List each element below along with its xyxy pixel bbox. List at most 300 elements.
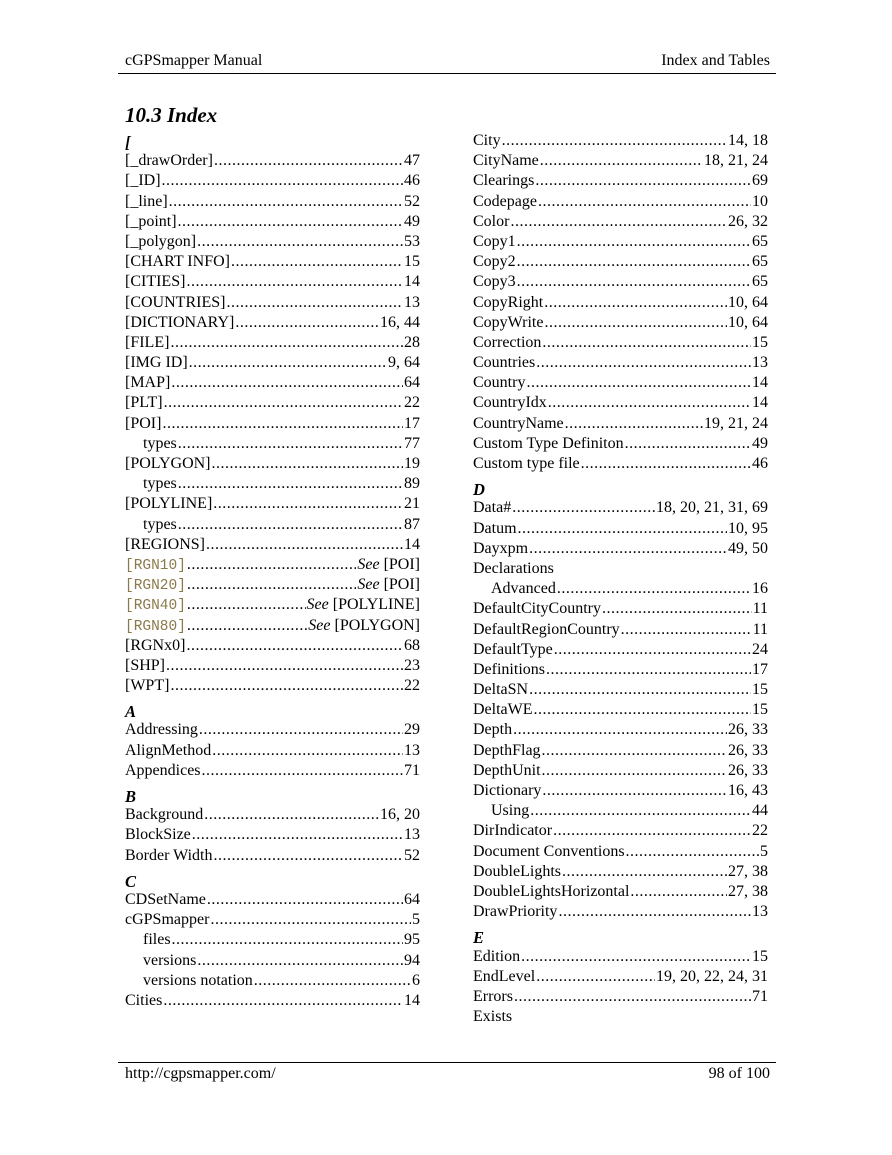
index-term: [REGIONS] bbox=[125, 535, 205, 553]
dot-leader bbox=[197, 232, 403, 252]
dot-leader bbox=[517, 232, 751, 252]
index-term: [_polygon] bbox=[125, 232, 197, 250]
dot-leader bbox=[542, 761, 727, 781]
see-label: See bbox=[306, 596, 329, 614]
index-page-numbers: 10, 64 bbox=[728, 293, 768, 311]
index-term: City bbox=[473, 132, 501, 149]
index-entry bbox=[473, 498, 768, 518]
index-entry bbox=[473, 151, 768, 171]
index-subentry bbox=[125, 971, 420, 991]
index-page-numbers: 29 bbox=[404, 721, 420, 739]
dot-leader bbox=[521, 947, 751, 967]
index-term: Copy3 bbox=[473, 273, 516, 291]
dot-leader bbox=[254, 971, 411, 991]
dot-leader bbox=[536, 967, 655, 987]
dot-leader bbox=[170, 333, 403, 353]
index-entry bbox=[125, 212, 420, 232]
dot-leader bbox=[187, 555, 356, 575]
index-letter-heading: D bbox=[473, 480, 485, 500]
index-term: [SHP] bbox=[125, 656, 166, 674]
index-page-numbers: 64 bbox=[404, 374, 420, 392]
index-page-numbers: 26, 32 bbox=[728, 212, 768, 230]
dot-leader bbox=[189, 353, 387, 373]
index-entry bbox=[473, 967, 768, 987]
index-entry bbox=[473, 171, 768, 191]
index-entry bbox=[125, 616, 420, 636]
index-entry bbox=[125, 575, 420, 595]
dot-leader bbox=[553, 821, 751, 841]
dot-leader bbox=[546, 660, 751, 680]
index-entry bbox=[473, 559, 768, 579]
index-page-numbers: 89 bbox=[404, 475, 420, 493]
index-term: types bbox=[143, 475, 177, 493]
dot-leader bbox=[166, 656, 403, 676]
index-page-numbers: 95 bbox=[404, 931, 420, 949]
dot-leader bbox=[199, 720, 403, 740]
index-term: CopyWrite bbox=[473, 313, 544, 331]
index-entry bbox=[473, 353, 768, 373]
dot-leader bbox=[210, 910, 411, 930]
index-entry bbox=[125, 171, 420, 191]
index-term: Background bbox=[125, 806, 204, 824]
dot-leader bbox=[231, 252, 403, 272]
dot-leader bbox=[602, 599, 752, 619]
index-entry bbox=[473, 842, 768, 862]
index-term: DoubleLights bbox=[473, 862, 561, 880]
index-term: Errors bbox=[473, 987, 513, 1005]
index-entry bbox=[125, 373, 420, 393]
index-term: DefaultCityCountry bbox=[473, 600, 601, 618]
dot-leader bbox=[214, 151, 403, 171]
index-term: EndLevel bbox=[473, 967, 536, 985]
index-page-numbers: 22 bbox=[404, 677, 420, 695]
index-term: DefaultType bbox=[473, 640, 553, 658]
index-entry bbox=[125, 293, 420, 313]
index-entry bbox=[473, 519, 768, 539]
index-term: CityName bbox=[473, 152, 539, 170]
section-title: 10.3 Index bbox=[125, 103, 218, 127]
dot-leader bbox=[178, 515, 403, 535]
index-term: DepthFlag bbox=[473, 741, 541, 759]
index-entry bbox=[473, 252, 768, 272]
index-term: Depth bbox=[473, 721, 513, 739]
dot-leader bbox=[512, 498, 655, 518]
dot-leader bbox=[206, 535, 403, 555]
index-entry bbox=[125, 414, 420, 434]
index-term: [MAP] bbox=[125, 374, 171, 392]
dot-leader bbox=[536, 353, 751, 373]
index-entry bbox=[473, 293, 768, 313]
index-term: [POLYLINE] bbox=[125, 495, 213, 513]
dot-leader bbox=[540, 151, 703, 171]
index-page-numbers: 49, 50 bbox=[728, 539, 768, 557]
index-term: Using bbox=[491, 802, 530, 820]
index-page-numbers: 23 bbox=[404, 656, 420, 674]
see-target: [POLYLINE] bbox=[332, 596, 420, 614]
index-page-numbers: 14 bbox=[404, 535, 420, 553]
footer-page-number: 98 of 100 bbox=[708, 1065, 770, 1082]
index-page-numbers: 16 bbox=[752, 580, 768, 598]
dot-leader bbox=[162, 171, 403, 191]
footer-url: http://cgpsmapper.com/ bbox=[125, 1065, 276, 1082]
index-page-numbers: 14 bbox=[404, 273, 420, 291]
index-entry bbox=[473, 373, 768, 393]
index-term: [CHART INFO] bbox=[125, 253, 230, 271]
index-page-numbers: 19, 21, 24 bbox=[704, 414, 768, 432]
index-term: Custom type file bbox=[473, 455, 580, 472]
index-term: CountryName bbox=[473, 414, 564, 432]
index-entry bbox=[473, 781, 768, 801]
index-column-left bbox=[125, 131, 420, 1011]
dot-leader bbox=[544, 313, 727, 333]
header-manual-title: cGPSmapper Manual bbox=[125, 52, 263, 69]
index-entry bbox=[125, 741, 420, 761]
see-label: See bbox=[357, 555, 380, 573]
index-term: [IMG ID] bbox=[125, 354, 188, 372]
index-entry bbox=[125, 313, 420, 333]
index-entry bbox=[473, 882, 768, 902]
index-letter-heading: A bbox=[125, 702, 137, 722]
footer-divider bbox=[118, 1062, 776, 1063]
dot-leader bbox=[212, 741, 403, 761]
index-page-numbers: 5 bbox=[760, 842, 768, 860]
index-entry bbox=[473, 741, 768, 761]
dot-leader bbox=[207, 890, 403, 910]
index-term: Document Conventions bbox=[473, 842, 625, 860]
dot-leader bbox=[510, 212, 727, 232]
dot-leader bbox=[186, 272, 403, 292]
index-entry bbox=[125, 454, 420, 474]
index-entry bbox=[125, 656, 420, 676]
index-term: Cities bbox=[125, 991, 163, 1009]
dot-leader bbox=[226, 293, 403, 313]
index-term: Addressing bbox=[125, 721, 198, 739]
index-page-numbers: 15 bbox=[752, 947, 768, 965]
index-page-numbers: 10 bbox=[752, 192, 768, 210]
index-page-numbers: 14 bbox=[752, 394, 768, 412]
index-term: Country bbox=[473, 374, 526, 392]
index-term: Codepage bbox=[473, 192, 537, 210]
index-page-numbers: 16, 20 bbox=[380, 806, 420, 824]
index-term: DefaultRegionCountry bbox=[473, 620, 620, 638]
index-page-numbers: 28 bbox=[404, 333, 420, 351]
index-see-reference bbox=[357, 575, 420, 595]
index-term: Dayxpm bbox=[473, 539, 529, 557]
dot-leader bbox=[526, 373, 751, 393]
index-term: DoubleLightsHorizontal bbox=[473, 882, 630, 900]
index-term: [_ID] bbox=[125, 172, 161, 190]
index-page-numbers: 14, 18 bbox=[728, 132, 768, 149]
index-entry bbox=[473, 947, 768, 967]
index-entry bbox=[473, 660, 768, 680]
index-entry bbox=[125, 555, 420, 575]
index-term: [FILE] bbox=[125, 333, 170, 351]
dot-leader bbox=[502, 131, 727, 151]
index-term: [_drawOrder] bbox=[125, 152, 213, 170]
dot-leader bbox=[178, 434, 403, 454]
dot-leader bbox=[548, 393, 751, 413]
index-page-numbers: 13 bbox=[404, 293, 420, 311]
dot-leader bbox=[204, 805, 379, 825]
see-label: See bbox=[357, 576, 380, 594]
index-term: [_point] bbox=[125, 212, 177, 230]
index-page-numbers: 65 bbox=[752, 232, 768, 250]
index-term: DrawPriority bbox=[473, 903, 558, 921]
dot-leader bbox=[187, 575, 356, 595]
dot-leader bbox=[626, 842, 759, 862]
dot-leader bbox=[542, 741, 727, 761]
index-entry bbox=[473, 454, 768, 474]
dot-leader bbox=[534, 700, 751, 720]
dot-leader bbox=[565, 414, 703, 434]
index-term: Countries bbox=[473, 354, 536, 372]
index-entry bbox=[473, 620, 768, 640]
index-term: Border Width bbox=[125, 846, 213, 864]
dot-leader bbox=[544, 293, 727, 313]
dot-leader bbox=[621, 620, 752, 640]
index-entry bbox=[473, 192, 768, 212]
index-term: Custom Type Definiton bbox=[473, 434, 624, 452]
index-page-numbers: 69 bbox=[752, 172, 768, 190]
dot-leader bbox=[581, 454, 751, 474]
index-term: [PLT] bbox=[125, 394, 163, 412]
index-term: Definitions bbox=[473, 660, 545, 678]
see-target: [POI] bbox=[383, 576, 420, 594]
index-term: DeltaWE bbox=[473, 701, 533, 719]
index-subentry bbox=[125, 930, 420, 950]
index-page-numbers: 19 bbox=[404, 455, 420, 472]
dot-leader bbox=[542, 781, 727, 801]
dot-leader bbox=[558, 902, 751, 922]
dot-leader bbox=[169, 192, 403, 212]
index-letter-heading: E bbox=[473, 928, 485, 948]
index-term: [RGN20] bbox=[125, 578, 186, 595]
index-entry bbox=[125, 252, 420, 272]
index-entry bbox=[473, 232, 768, 252]
index-term: CountryIdx bbox=[473, 394, 547, 412]
index-page-numbers: 15 bbox=[752, 333, 768, 351]
index-subentry bbox=[473, 801, 768, 821]
index-term: files bbox=[143, 931, 171, 949]
index-term: [POI] bbox=[125, 414, 162, 432]
index-entry bbox=[473, 680, 768, 700]
index-page-numbers: 5 bbox=[412, 911, 420, 929]
index-term: DepthUnit bbox=[473, 761, 541, 779]
index-page-numbers: 53 bbox=[404, 232, 420, 250]
index-term: [POLYGON] bbox=[125, 455, 211, 472]
index-term: versions notation bbox=[143, 971, 253, 989]
index-letter-heading: [ bbox=[125, 133, 131, 152]
index-term: AlignMethod bbox=[125, 741, 212, 759]
index-see-reference bbox=[357, 555, 420, 575]
index-page-numbers: 71 bbox=[752, 987, 768, 1005]
dot-leader bbox=[163, 991, 403, 1011]
dot-leader bbox=[530, 801, 751, 821]
index-page-numbers: 10, 95 bbox=[728, 519, 768, 537]
index-term: Appendices bbox=[125, 761, 201, 779]
dot-leader bbox=[178, 212, 403, 232]
index-subentry bbox=[125, 515, 420, 535]
index-page-numbers: 14 bbox=[752, 374, 768, 392]
dot-leader bbox=[178, 474, 403, 494]
index-entry bbox=[125, 761, 420, 781]
index-subentry bbox=[473, 579, 768, 599]
index-subentry bbox=[125, 474, 420, 494]
index-entry bbox=[473, 539, 768, 559]
index-page-numbers: 47 bbox=[404, 152, 420, 170]
index-entry bbox=[473, 414, 768, 434]
index-entry bbox=[125, 825, 420, 845]
index-page-numbers: 27, 38 bbox=[728, 862, 768, 880]
index-term: [COUNTRIES] bbox=[125, 293, 226, 311]
header-section-title: Index and Tables bbox=[661, 52, 770, 69]
index-term: [CITIES] bbox=[125, 273, 186, 291]
dot-leader bbox=[170, 676, 403, 696]
index-page-numbers: 52 bbox=[404, 846, 420, 864]
index-entry bbox=[473, 333, 768, 353]
index-page-numbers: 49 bbox=[752, 434, 768, 452]
index-term: DirIndicator bbox=[473, 822, 553, 840]
index-page-numbers: 46 bbox=[404, 172, 420, 190]
index-page-numbers: 15 bbox=[752, 681, 768, 699]
index-letter-heading: B bbox=[125, 787, 137, 806]
index-entry bbox=[473, 821, 768, 841]
index-page-numbers: 10, 64 bbox=[728, 313, 768, 331]
index-entry bbox=[473, 313, 768, 333]
index-entry bbox=[125, 991, 420, 1011]
index-page-numbers: 19, 20, 22, 24, 31 bbox=[656, 967, 768, 985]
index-term: CDSetName bbox=[125, 890, 206, 908]
index-entry bbox=[125, 232, 420, 252]
dot-leader bbox=[529, 539, 727, 559]
dot-leader bbox=[186, 636, 403, 656]
dot-leader bbox=[162, 414, 403, 434]
index-page-numbers: 14 bbox=[404, 991, 420, 1009]
see-target: [POLYGON] bbox=[334, 616, 420, 634]
index-page-numbers: 13 bbox=[404, 826, 420, 844]
index-page-numbers: 15 bbox=[752, 701, 768, 719]
index-entry bbox=[473, 131, 768, 151]
index-term: cGPSmapper bbox=[125, 911, 210, 929]
index-page-numbers: 77 bbox=[404, 434, 420, 452]
index-page-numbers: 24 bbox=[752, 640, 768, 658]
index-page-numbers: 64 bbox=[404, 890, 420, 908]
index-page-numbers: 52 bbox=[404, 192, 420, 210]
dot-leader bbox=[202, 761, 403, 781]
dot-leader bbox=[214, 846, 404, 866]
index-entry bbox=[125, 636, 420, 656]
index-page-numbers: 18, 20, 21, 31, 69 bbox=[656, 499, 768, 517]
index-term: BlockSize bbox=[125, 826, 191, 844]
index-page-numbers: 13 bbox=[752, 354, 768, 372]
index-page-numbers: 26, 33 bbox=[728, 721, 768, 739]
dot-leader bbox=[517, 252, 751, 272]
index-term: Clearings bbox=[473, 172, 535, 190]
index-letter-heading: C bbox=[125, 871, 137, 891]
index-see-reference bbox=[307, 595, 420, 615]
index-term: [RGN10] bbox=[125, 557, 186, 574]
index-entry bbox=[125, 333, 420, 353]
index-page-numbers: 6 bbox=[412, 971, 420, 989]
index-page-numbers: 18, 21, 24 bbox=[704, 152, 768, 170]
dot-leader bbox=[513, 720, 727, 740]
index-page-numbers: 21 bbox=[404, 495, 420, 513]
dot-leader bbox=[625, 434, 751, 454]
index-page-numbers: 49 bbox=[404, 212, 420, 230]
index-page-numbers: 17 bbox=[752, 660, 768, 678]
index-term: CopyRight bbox=[473, 293, 544, 311]
index-page-numbers: 65 bbox=[752, 273, 768, 291]
index-term: Exists bbox=[473, 1008, 513, 1026]
index-term: versions bbox=[143, 951, 197, 969]
index-page-numbers: 68 bbox=[404, 636, 420, 654]
index-entry bbox=[473, 640, 768, 660]
index-entry bbox=[125, 846, 420, 866]
dot-leader bbox=[630, 882, 727, 902]
index-term: types bbox=[143, 434, 177, 452]
see-target: [POI] bbox=[383, 555, 420, 573]
index-entry bbox=[473, 434, 768, 454]
index-entry bbox=[125, 595, 420, 615]
see-label: See bbox=[308, 616, 331, 634]
index-page-numbers: 16, 44 bbox=[380, 313, 420, 331]
dot-leader bbox=[535, 171, 751, 191]
dot-leader bbox=[514, 987, 751, 1007]
index-page-numbers: 27, 38 bbox=[728, 882, 768, 900]
index-page-numbers: 65 bbox=[752, 253, 768, 271]
index-entry bbox=[125, 353, 420, 373]
index-page-numbers: 71 bbox=[404, 761, 420, 779]
index-page-numbers: 26, 33 bbox=[728, 761, 768, 779]
index-entry bbox=[125, 890, 420, 910]
index-term: Color bbox=[473, 212, 510, 230]
dot-leader bbox=[164, 393, 403, 413]
index-page-numbers: 11 bbox=[752, 600, 768, 618]
index-page-numbers: 16, 43 bbox=[728, 782, 768, 799]
index-page-numbers: 87 bbox=[404, 515, 420, 533]
dot-leader bbox=[518, 519, 727, 539]
header-divider bbox=[118, 73, 776, 74]
index-entry bbox=[473, 862, 768, 882]
index-term: Dictionary bbox=[473, 782, 542, 799]
index-page-numbers: 22 bbox=[404, 394, 420, 412]
dot-leader bbox=[172, 930, 403, 950]
dot-leader bbox=[192, 825, 403, 845]
index-entry bbox=[125, 151, 420, 171]
index-page-numbers: 13 bbox=[752, 903, 768, 921]
index-page-numbers: 46 bbox=[752, 455, 768, 472]
index-column-right bbox=[473, 131, 768, 1027]
index-term: [RGN40] bbox=[125, 598, 186, 615]
index-term: types bbox=[143, 515, 177, 533]
dot-leader bbox=[187, 595, 306, 615]
index-entry bbox=[473, 761, 768, 781]
index-entry bbox=[473, 1007, 768, 1027]
index-entry bbox=[125, 805, 420, 825]
index-page-numbers: 94 bbox=[404, 951, 420, 969]
index-term: Copy2 bbox=[473, 253, 516, 271]
dot-leader bbox=[562, 862, 727, 882]
dot-leader bbox=[554, 640, 751, 660]
index-entry bbox=[125, 494, 420, 514]
index-term: [RGNx0] bbox=[125, 636, 186, 654]
index-page-numbers: 9, 64 bbox=[388, 354, 420, 372]
index-entry bbox=[125, 272, 420, 292]
index-term: [DICTIONARY] bbox=[125, 313, 235, 331]
index-entry bbox=[125, 910, 420, 930]
dot-leader bbox=[538, 192, 751, 212]
index-page-numbers: 15 bbox=[404, 253, 420, 271]
